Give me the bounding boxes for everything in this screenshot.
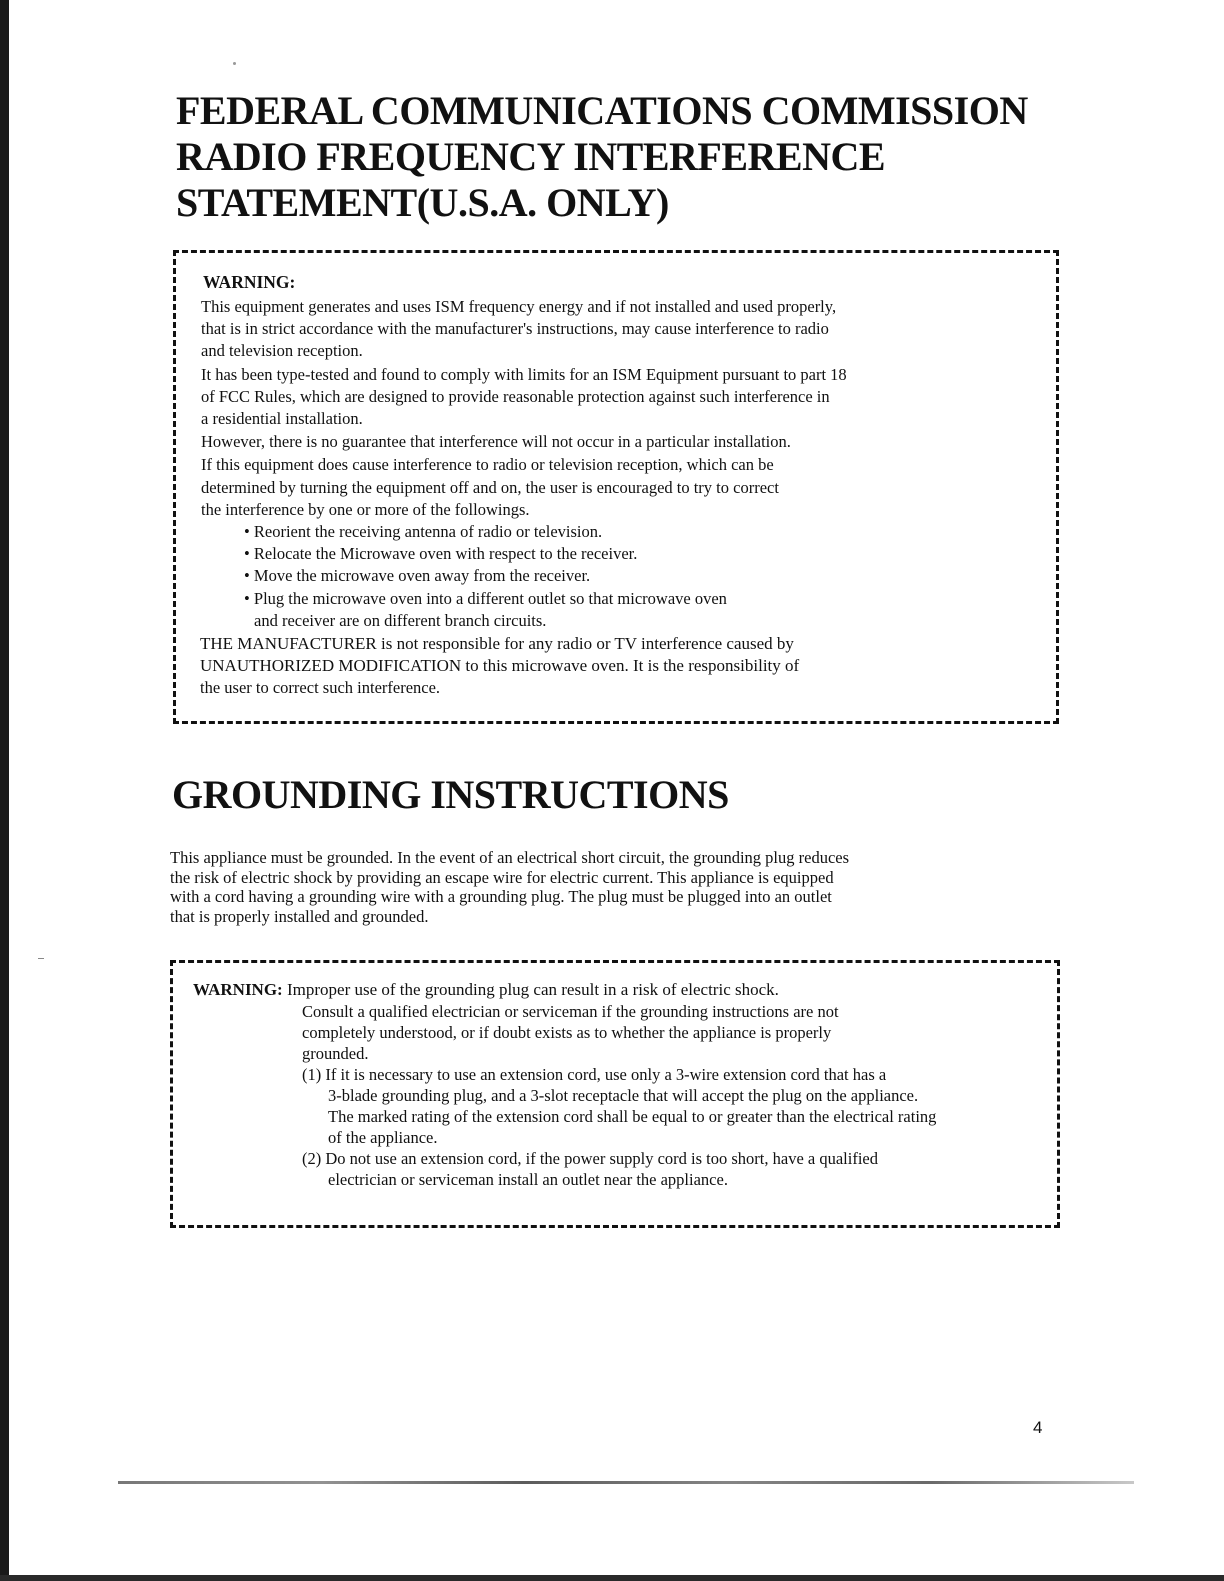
grounding-warning-line: (1) If it is necessary to use an extension cord, use only a 3-wire extension cord that has a — [302, 1065, 887, 1084]
grounding-warning-body — [302, 1001, 936, 1190]
grounding-warning-line: completely understood, or if doubt exists as to whether the appliance is properly — [302, 1023, 832, 1042]
fcc-warning-line: determined by turning the equipment off and on, the user is encouraged to try to correct — [201, 478, 779, 497]
fcc-title — [176, 88, 1056, 226]
grounding-paragraph-line: the risk of electric shock by providing an escape wire for electric current. This appliance is equipped — [170, 867, 834, 887]
scan-speck — [38, 958, 44, 959]
fcc-title-line: STATEMENT(U.S.A. ONLY) — [176, 180, 669, 225]
fcc-warning-line: It has been type-tested and found to comply with limits for an ISM Equipment pursuant to part 18 — [201, 365, 847, 384]
grounding-warning-line: 3-blade grounding plug, and a 3-slot receptacle that will accept the plug on the appliance. — [328, 1086, 919, 1105]
footer-rule — [118, 1481, 1134, 1484]
fcc-warning-line: If this equipment does cause interference to radio or television reception, which can be — [201, 455, 774, 474]
fcc-title-line: RADIO FREQUENCY INTERFERENCE — [176, 134, 886, 179]
grounding-paragraph-line: with a cord having a grounding wire with a grounding plug. The plug must be plugged into an outlet — [170, 887, 832, 906]
grounding-warning-line: (2) Do not use an extension cord, if the power supply cord is too short, have a qualified — [302, 1149, 878, 1168]
fcc-closing-line: the user to correct such interference. — [200, 678, 441, 697]
fcc-warning-line: of FCC Rules, which are designed to provide reasonable protection against such interference in — [201, 387, 830, 406]
fcc-warning-line: and television reception. — [201, 341, 363, 360]
grounding-paragraph-line: that is properly installed and grounded. — [170, 906, 429, 926]
grounding-warning-line: Consult a qualified electrician or serviceman if the grounding instructions are not — [302, 1002, 839, 1021]
grounding-warning-line: The marked rating of the extension cord shall be equal to or greater than the electrical rating — [328, 1107, 937, 1126]
page-number: 4 — [1033, 1418, 1043, 1437]
grounding-warning-line: grounded. — [302, 1044, 369, 1063]
fcc-closing-line: UNAUTHORIZED MODIFICATION to this microwave oven. It is the responsibility of — [200, 656, 800, 675]
grounding-title: GROUNDING INSTRUCTIONS — [172, 772, 729, 817]
fcc-warning-line: the interference by one or more of the followings. — [201, 500, 530, 519]
scan-edge-left — [0, 0, 9, 1581]
grounding-warning-label: WARNING: — [193, 980, 283, 999]
scan-speck — [233, 62, 236, 65]
fcc-warning-line: that is in strict accordance with the manufacturer's instructions, may cause interference to radio — [201, 319, 829, 338]
fcc-title-line: FEDERAL COMMUNICATIONS COMMISSION — [176, 88, 1028, 133]
fcc-bullet-continuation: and receiver are on different branch circuits. — [254, 611, 547, 630]
fcc-warning-label: WARNING: — [203, 272, 296, 292]
fcc-bullet-item: • Plug the microwave oven into a different outlet so that microwave oven — [244, 589, 727, 608]
fcc-bullet-item: • Move the microwave oven away from the receiver. — [244, 566, 591, 585]
fcc-bullet-item: • Reorient the receiving antenna of radio or television. — [244, 522, 603, 541]
fcc-warning-line: This equipment generates and uses ISM frequency energy and if not installed and used properly, — [201, 297, 837, 316]
fcc-closing-line: THE MANUFACTURER is not responsible for any radio or TV interference caused by — [200, 634, 794, 653]
grounding-warning-line: of the appliance. — [328, 1128, 438, 1147]
grounding-warning-first-line: Improper use of the grounding plug can result in a risk of electric shock. — [286, 980, 779, 999]
fcc-warning-line: However, there is no guarantee that interference will not occur in a particular installation. — [201, 432, 791, 451]
fcc-warning-line: a residential installation. — [201, 409, 363, 428]
scan-edge-bottom — [0, 1575, 1224, 1581]
grounding-paragraph-line: This appliance must be grounded. In the event of an electrical short circuit, the grounding plug reduces — [170, 848, 850, 867]
grounding-paragraph — [170, 848, 849, 926]
grounding-warning-heading — [193, 980, 779, 1000]
fcc-bullet-item: • Relocate the Microwave oven with respect to the receiver. — [244, 544, 638, 563]
grounding-warning-line: electrician or serviceman install an outlet near the appliance. — [328, 1170, 728, 1189]
